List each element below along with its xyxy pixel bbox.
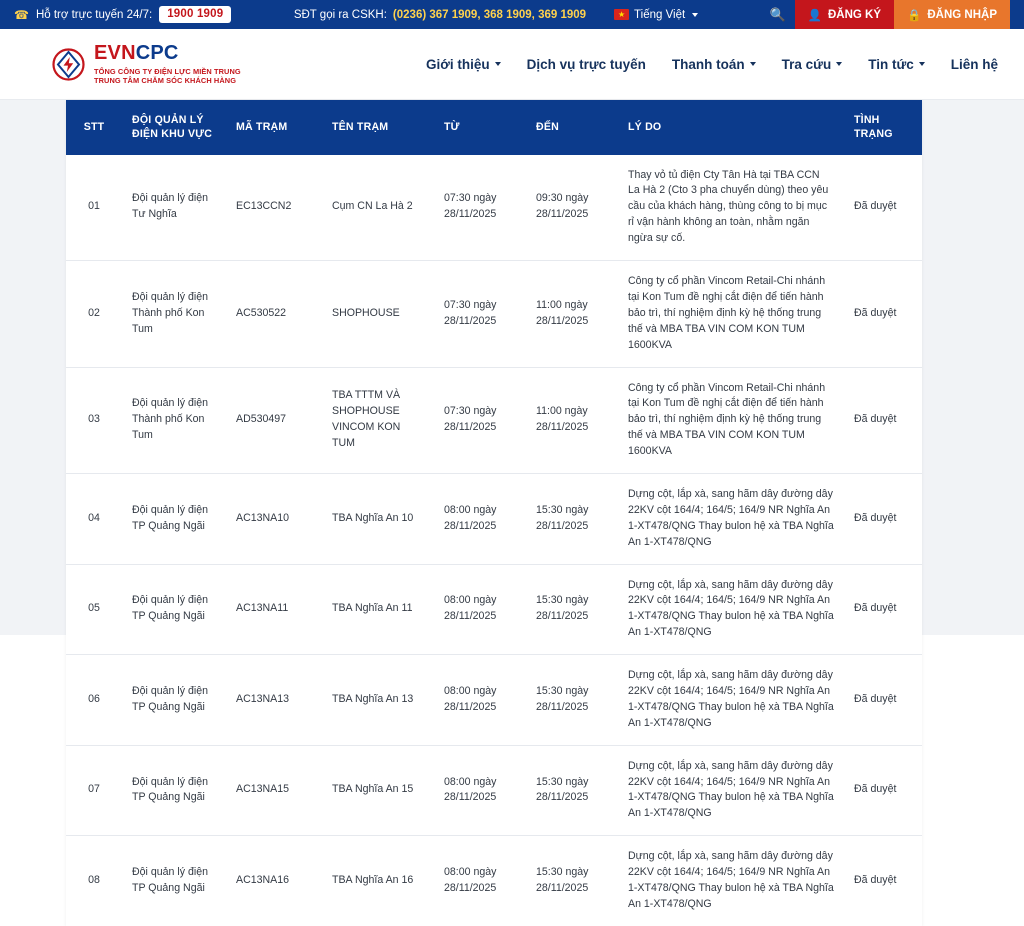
cell-tinh-trang: Đã duyệt (844, 367, 922, 473)
hotline-label: Hỗ trợ trực tuyến 24/7: (35, 8, 153, 21)
cell-stt: 02 (66, 261, 122, 367)
logo[interactable] (52, 43, 241, 86)
table-row[interactable] (66, 261, 922, 367)
cell-ly-do: Công ty cổ phần Vincom Retail-Chi nhánh tại Kon Tum đề nghị cắt điện để tiến hành bảo trì, thí nghiệm định kỳ hệ thống trung thế và MBA TBA VIN COM KON TUM 1600KVA (618, 261, 844, 367)
table-header-row (66, 100, 922, 155)
brand-name (94, 43, 241, 63)
table-row[interactable] (66, 655, 922, 746)
cell-stt: 07 (66, 745, 122, 836)
login-button[interactable] (894, 0, 1010, 29)
cell-den: 15:30 ngày 28/11/2025 (536, 866, 589, 894)
cell-tinh-trang: Đã duyệt (844, 473, 922, 564)
cell-doi: Đội quản lý điện TP Quảng Ngãi (122, 655, 226, 746)
column-header-ma-tram: MÃ TRẠM (226, 100, 322, 155)
cell-doi: Đội quản lý điện TP Quảng Ngãi (122, 473, 226, 564)
logo-text (94, 43, 241, 86)
register-button[interactable] (795, 0, 894, 29)
cell-tu: 07:30 ngày 28/11/2025 (434, 367, 526, 473)
chevron-down-icon (919, 62, 925, 66)
cell-stt: 03 (66, 367, 122, 473)
org-line-2: TRUNG TÂM CHĂM SÓC KHÁCH HÀNG (94, 76, 237, 85)
cell-ten-tram: TBA Nghĩa An 13 (322, 655, 434, 746)
column-header-ly-do: LÝ DO (618, 100, 844, 155)
cell-ten-tram: SHOPHOUSE (322, 261, 434, 367)
cell-stt: 05 (66, 564, 122, 655)
cell-tu: 08:00 ngày 28/11/2025 (434, 564, 526, 655)
cell-doi: Đội quản lý điện TP Quảng Ngãi (132, 866, 208, 894)
nav-label: Tin tức (868, 56, 914, 72)
cell-ly-do: Dựng cột, lắp xà, sang hãm dây đường dây 22KV cột 164/4; 164/5; 164/9 NR Nghĩa An 1-XT478/QNG Thay bulon hệ xà TBA Nghĩa An 1-XT478/QNG (618, 564, 844, 655)
cell-tu: 08:00 ngày 28/11/2025 (434, 655, 526, 746)
table-row[interactable] (66, 155, 922, 261)
column-header-tu: TỪ (434, 100, 526, 155)
top-actions (761, 0, 1010, 29)
cell-tu: 07:30 ngày 28/11/2025 (434, 261, 526, 367)
outage-schedule-card (66, 100, 922, 926)
chevron-down-icon (836, 62, 842, 66)
cell-ly-do: Thay vỏ tủ điện Cty Tân Hà tại TBA CCN La Hà 2 (Cto 3 pha chuyển dùng) theo yêu cầu của khách hàng, thùng công to bị mục rỉ vận hành không an toàn, nhằm ngăn ngừa sự cố. (618, 155, 844, 261)
site-header (0, 29, 1024, 100)
cell-stt: 08 (88, 874, 100, 887)
cell-den: 15:30 ngày 28/11/2025 (526, 745, 618, 836)
cell-den: 11:00 ngày 28/11/2025 (526, 261, 618, 367)
register-label: ĐĂNG KÝ (828, 8, 882, 21)
language-switcher[interactable] (614, 9, 698, 21)
cell-stt: 01 (66, 155, 122, 261)
cell-tu: 07:30 ngày 28/11/2025 (434, 155, 526, 261)
cell-tinh-trang: Đã duyệt (844, 745, 922, 836)
nav-item-dich-vu-truc-tuyen[interactable] (527, 57, 646, 72)
cell-doi: Đội quản lý điện TP Quảng Ngãi (122, 564, 226, 655)
nav-label: Thanh toán (671, 56, 745, 72)
main-navigation (426, 57, 998, 72)
org-line-1: TỔNG CÔNG TY ĐIỆN LỰC MIỀN TRUNG (94, 66, 241, 76)
cell-ly-do: Dựng cột, lắp xà, sang hãm dây đường dây 22KV cột 164/4; 164/5; 164/9 NR Nghĩa An 1-XT478/QNG Thay bulon hệ xà TBA Nghĩa An 1-XT478/QNG (628, 850, 834, 910)
language-label: Tiếng Việt (634, 8, 686, 21)
cell-ma-tram: AC13NA13 (226, 655, 322, 746)
cell-tu: 08:00 ngày 28/11/2025 (444, 866, 497, 894)
cell-ma-tram: AC13NA11 (226, 564, 322, 655)
column-header-den: ĐẾN (526, 100, 618, 155)
cell-ma-tram: EC13CCN2 (226, 155, 322, 261)
nav-item-gioi-thieu[interactable] (426, 57, 501, 72)
chevron-down-icon (750, 62, 756, 66)
cell-tu: 08:00 ngày 28/11/2025 (434, 473, 526, 564)
cell-stt: 04 (66, 473, 122, 564)
brand-evn: EVN (94, 41, 136, 64)
user-plus-icon: 👤 (807, 9, 822, 22)
outage-schedule-table (66, 100, 922, 926)
column-header-ten-tram: TÊN TRẠM (322, 100, 434, 155)
table-row[interactable] (66, 564, 922, 655)
cell-tinh-trang: Đã duyệt (854, 874, 897, 887)
phone-icon: ☎ (14, 7, 29, 22)
cell-doi: Đội quản lý điện TP Quảng Ngãi (122, 745, 226, 836)
cell-tinh-trang: Đã duyệt (844, 655, 922, 746)
nav-item-lien-he[interactable] (951, 57, 998, 72)
top-utility-bar (0, 0, 1024, 29)
cell-tinh-trang: Đã duyệt (844, 261, 922, 367)
cell-ma-tram: AC530522 (226, 261, 322, 367)
cell-ma-tram: AC13NA15 (226, 745, 322, 836)
cskh-group (231, 9, 760, 21)
cell-ten-tram: Cụm CN La Hà 2 (322, 155, 434, 261)
vietnam-flag-icon: ★ (614, 9, 629, 20)
search-icon[interactable]: 🔍 (769, 6, 786, 22)
cell-ten-tram: TBA TTTM VÀ SHOPHOUSE VINCOM KON TUM (322, 367, 434, 473)
cell-tu: 08:00 ngày 28/11/2025 (434, 745, 526, 836)
cell-den: 11:00 ngày 28/11/2025 (526, 367, 618, 473)
chevron-down-icon (495, 62, 501, 66)
column-header-tinh-trang: TÌNH TRẠNG (844, 100, 922, 155)
table-row[interactable] (66, 367, 922, 473)
cell-ly-do: Dựng cột, lắp xà, sang hãm dây đường dây 22KV cột 164/4; 164/5; 164/9 NR Nghĩa An 1-XT478/QNG Thay bulon hệ xà TBA Nghĩa An 1-XT478/QNG (618, 655, 844, 746)
cell-ten-tram: TBA Nghĩa An 15 (322, 745, 434, 836)
brand-cpc: CPC (135, 41, 179, 64)
table-header (66, 100, 922, 155)
table-row[interactable] (66, 745, 922, 836)
hotline-group (14, 6, 231, 23)
nav-label: Giới thiệu (425, 56, 490, 72)
table-body (66, 155, 922, 926)
table-row[interactable] (66, 836, 922, 926)
cell-den: 15:30 ngày 28/11/2025 (526, 655, 618, 746)
evncpc-logo-icon (52, 48, 85, 81)
cell-den: 15:30 ngày 28/11/2025 (526, 473, 618, 564)
cell-doi: Đội quản lý điện Thành phố Kon Tum (122, 367, 226, 473)
cell-den: 09:30 ngày 28/11/2025 (526, 155, 618, 261)
cell-ly-do: Công ty cổ phần Vincom Retail-Chi nhánh tại Kon Tum đề nghị cắt điện để tiến hành bảo trì, thí nghiệm định kỳ hệ thống trung thế và MBA TBA VIN COM KON TUM 1600KVA (618, 367, 844, 473)
column-header-stt: STT (66, 100, 122, 155)
nav-item-tra-cuu[interactable] (782, 57, 843, 72)
cell-den: 15:30 ngày 28/11/2025 (526, 564, 618, 655)
nav-item-tin-tuc[interactable] (868, 57, 925, 72)
cell-ma-tram: AC13NA10 (226, 473, 322, 564)
cell-ly-do: Dựng cột, lắp xà, sang hãm dây đường dây 22KV cột 164/4; 164/5; 164/9 NR Nghĩa An 1-XT478/QNG Thay bulon hệ xà TBA Nghĩa An 1-XT478/QNG (618, 745, 844, 836)
nav-label: Tra cứu (781, 56, 832, 72)
table-row[interactable] (66, 473, 922, 564)
lock-icon: 🔒 (907, 9, 922, 22)
nav-item-thanh-toan[interactable] (672, 57, 756, 72)
cell-ma-tram: AD530497 (226, 367, 322, 473)
cell-ma-tram: AC13NA16 (236, 874, 289, 887)
cskh-label: SĐT gọi ra CSKH: (293, 8, 387, 21)
cell-tinh-trang: Đã duyệt (844, 155, 922, 261)
cell-ten-tram: TBA Nghĩa An 11 (322, 564, 434, 655)
cell-doi: Đội quản lý điện Tư Nghĩa (122, 155, 226, 261)
cell-doi: Đội quản lý điện Thành phố Kon Tum (122, 261, 226, 367)
login-label: ĐĂNG NHẬP (927, 8, 997, 21)
cell-ten-tram: TBA Nghĩa An 16 (332, 874, 414, 887)
nav-label: Liên hệ (950, 56, 998, 72)
cell-ly-do: Dựng cột, lắp xà, sang hãm dây đường dây 22KV cột 164/4; 164/5; 164/9 NR Nghĩa An 1-XT478/QNG Thay bulon hệ xà TBA Nghĩa An 1-XT478/QNG (618, 473, 844, 564)
chevron-down-icon (692, 13, 698, 17)
cell-stt: 06 (66, 655, 122, 746)
column-header-doi-quan-ly: ĐỘI QUẢN LÝ ĐIỆN KHU VỰC (122, 100, 226, 155)
hotline-number[interactable]: 1900 1909 (159, 6, 231, 23)
cell-ten-tram: TBA Nghĩa An 10 (322, 473, 434, 564)
cskh-numbers: (0236) 367 1909, 368 1909, 369 1909 (392, 8, 587, 21)
nav-label: Dịch vụ trực tuyến (526, 56, 646, 72)
cell-tinh-trang: Đã duyệt (844, 564, 922, 655)
